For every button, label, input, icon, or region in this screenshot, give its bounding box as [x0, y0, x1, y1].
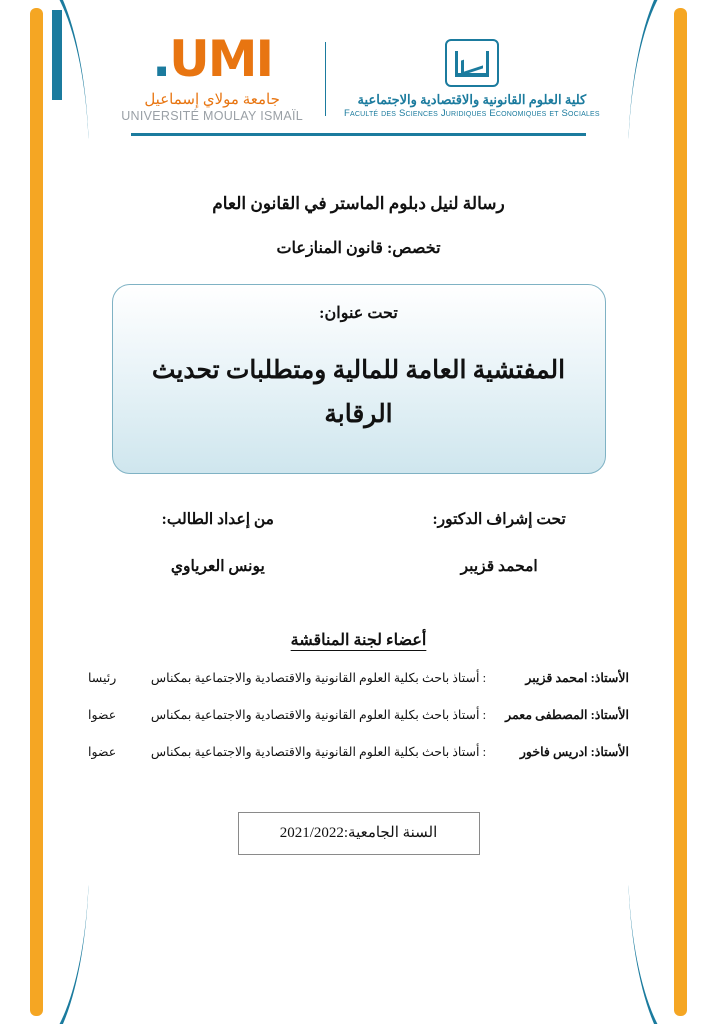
jury-member-description: : أستاذ باحث بكلية العلوم القانونية والاقتصادية والاجتماعية بمكناس: [150, 745, 487, 759]
jury-row: [88, 670, 629, 686]
teal-swoosh-top-left: [0, 0, 89, 529]
building-columns-icon: [445, 39, 499, 87]
decorative-frame-left: [0, 0, 60, 1024]
jury-member-name: الأستاذ: المصطفى معمر: [505, 708, 629, 722]
academic-year-box: السنة الجامعية:2021/2022: [238, 812, 480, 855]
cover-content: [80, 0, 637, 1024]
jury-row: [88, 744, 629, 760]
people-row: [80, 510, 637, 576]
jury-member-description: : أستاذ باحث بكلية العلوم القانونية والاقتصادية والاجتماعية بمكناس: [150, 708, 487, 722]
university-name-ar: جامعة مولاي إسماعيل: [144, 92, 280, 108]
thesis-title: المفتشية العامة للمالية ومتطلبات تحديث الرقابة: [151, 357, 566, 428]
jury-heading: أعضاء لجنة المناقشة: [290, 632, 427, 649]
header-rule: [131, 133, 586, 136]
umi-logo-letters: UMI: [169, 30, 273, 88]
university-name-fr: UNIVERSITÉ MOULAY ISMAÏL: [121, 109, 303, 123]
jury-member-role: عضوا: [88, 708, 117, 722]
header-divider: [325, 42, 326, 116]
institution-header: [80, 30, 637, 129]
teal-swoosh-bottom-right: [628, 495, 717, 1024]
faculty-name-fr: Faculté des Sciences Juridiques Economiques et Sociales: [343, 107, 600, 119]
faculty-name-ar: كلية العلوم القانونية والاقتصادية والاجتماعية: [357, 91, 587, 107]
specialty-line: تخصص: قانون المنازعات: [276, 240, 441, 257]
jury-member-name: الأستاذ: ادريس فاخور: [519, 745, 629, 759]
supervisor-role-label: تحت إشراف الدكتور:: [432, 511, 566, 528]
university-logo: [107, 30, 317, 123]
degree-line: رسالة لنيل دبلوم الماستر في القانون العام: [212, 194, 505, 213]
supervisor-block: [379, 510, 619, 576]
author-block: [98, 510, 338, 576]
author-role-label: من إعداد الطالب:: [161, 511, 274, 528]
title-label: تحت عنوان:: [319, 305, 398, 322]
umi-logo-mark: [152, 30, 273, 88]
jury-row: [88, 707, 629, 723]
title-box: [112, 284, 606, 474]
jury-member-role: عضوا: [88, 745, 117, 759]
supervisor-name: امحمد قزيبر: [460, 558, 538, 575]
jury-member-name: الأستاذ: امحمد قزيبر: [525, 671, 629, 685]
teal-swoosh-top-right: [628, 0, 717, 529]
jury-member-role: رئيسا: [88, 671, 117, 685]
umi-logo-dot: .: [152, 30, 170, 88]
jury-member-description: : أستاذ باحث بكلية العلوم القانونية والاقتصادية والاجتماعية بمكناس: [150, 671, 487, 685]
faculty-logo: [334, 39, 610, 119]
teal-swoosh-bottom-left: [0, 495, 89, 1024]
author-name: يونس العرياوي: [170, 558, 265, 575]
decorative-frame-right: [657, 0, 717, 1024]
jury-list: [80, 670, 637, 760]
